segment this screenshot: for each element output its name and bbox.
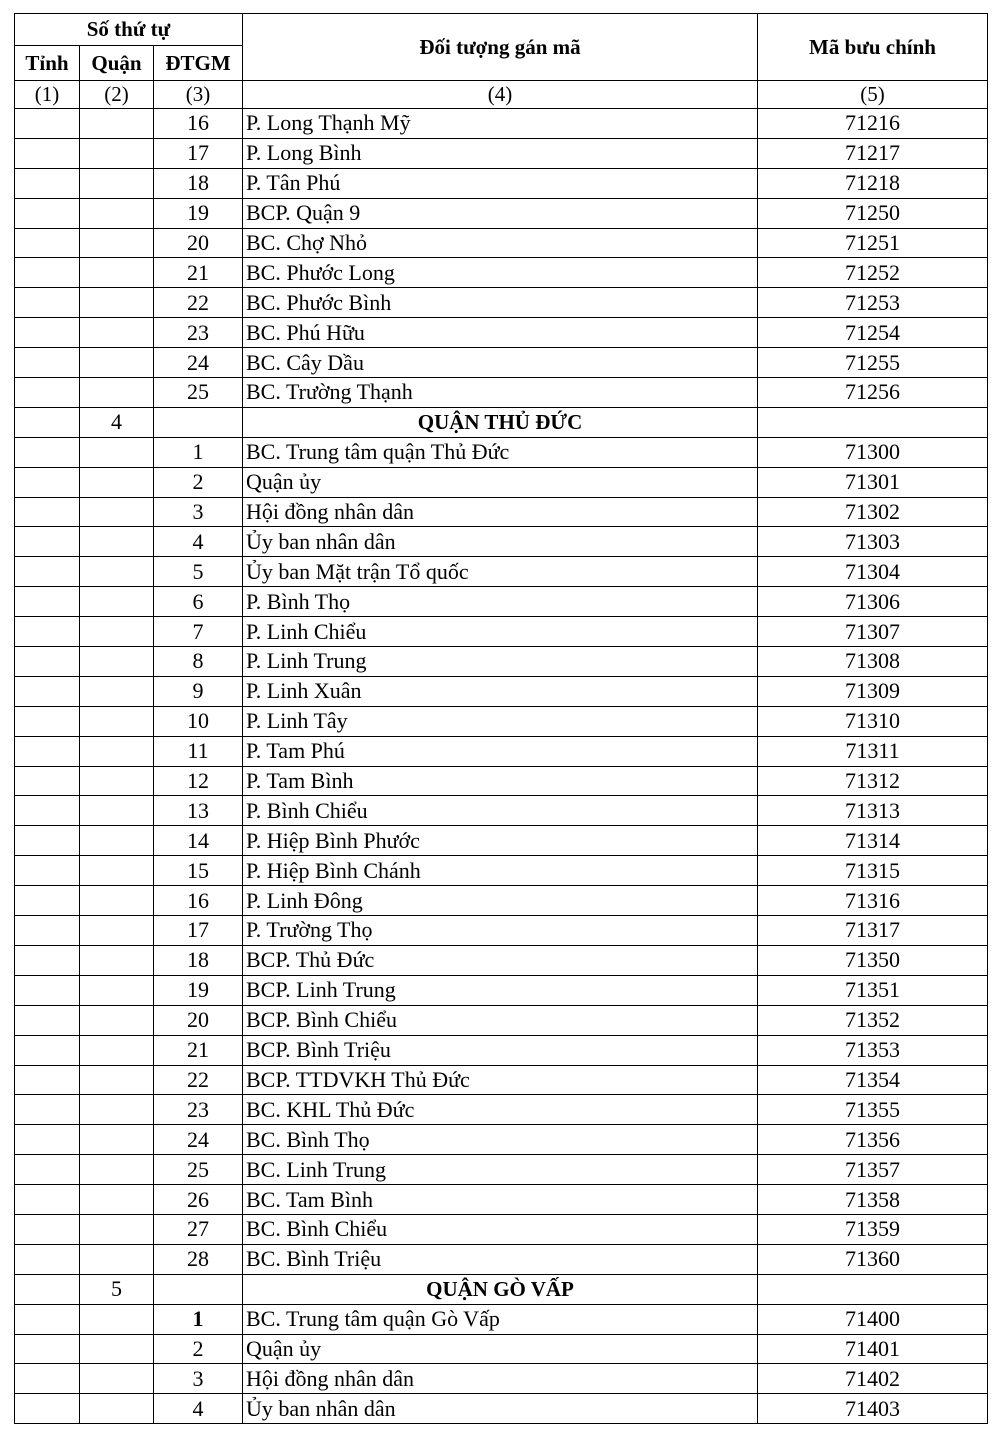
object-name-cell: BCP. Bình Chiểu bbox=[243, 1005, 758, 1035]
table-row bbox=[15, 467, 988, 497]
object-name-cell: BC. Cây Dầu bbox=[243, 348, 758, 378]
dtgm-number-cell: 5 bbox=[154, 557, 243, 587]
column-number-1: (1) bbox=[15, 81, 80, 109]
district-cell bbox=[80, 856, 154, 886]
province-cell bbox=[15, 407, 80, 437]
object-name-cell: BC. Tam Bình bbox=[243, 1185, 758, 1215]
province-cell bbox=[15, 1214, 80, 1244]
dtgm-number-cell: 23 bbox=[154, 318, 243, 348]
table-row bbox=[15, 886, 988, 916]
table-row bbox=[15, 617, 988, 647]
province-cell bbox=[15, 138, 80, 168]
dtgm-number-cell: 12 bbox=[154, 766, 243, 796]
table-row bbox=[15, 138, 988, 168]
object-name-cell: BCP. Quận 9 bbox=[243, 198, 758, 228]
table-row bbox=[15, 916, 988, 946]
object-name-cell: BCP. TTDVKH Thủ Đức bbox=[243, 1065, 758, 1095]
district-cell bbox=[80, 975, 154, 1005]
district-cell bbox=[80, 168, 154, 198]
province-cell bbox=[15, 617, 80, 647]
dtgm-number-cell: 19 bbox=[154, 975, 243, 1005]
object-name-cell: P. Trường Thọ bbox=[243, 916, 758, 946]
postal-code-cell: 71316 bbox=[758, 886, 988, 916]
province-cell bbox=[15, 1244, 80, 1274]
table-row bbox=[15, 378, 988, 408]
object-name-cell: BC. KHL Thủ Đức bbox=[243, 1095, 758, 1125]
postal-code-cell: 71216 bbox=[758, 109, 988, 139]
table-row bbox=[15, 736, 988, 766]
province-cell bbox=[15, 1095, 80, 1125]
table-row bbox=[15, 1244, 988, 1274]
object-name-cell: P. Linh Tây bbox=[243, 706, 758, 736]
dtgm-number-cell: 25 bbox=[154, 378, 243, 408]
postal-code-cell: 71306 bbox=[758, 587, 988, 617]
postal-code-cell bbox=[758, 1274, 988, 1304]
dtgm-number-cell: 17 bbox=[154, 138, 243, 168]
object-name-cell: Quận ủy bbox=[243, 467, 758, 497]
table-row bbox=[15, 1005, 988, 1035]
dtgm-cell bbox=[154, 1274, 243, 1304]
table-row bbox=[15, 288, 988, 318]
dtgm-number-cell: 4 bbox=[154, 1394, 243, 1424]
object-name-cell: BC. Chợ Nhỏ bbox=[243, 228, 758, 258]
postal-code-cell: 71312 bbox=[758, 766, 988, 796]
dtgm-number-cell: 22 bbox=[154, 1065, 243, 1095]
district-cell bbox=[80, 826, 154, 856]
district-cell bbox=[80, 378, 154, 408]
object-name-cell: BC. Trung tâm quận Thủ Đức bbox=[243, 437, 758, 467]
province-cell bbox=[15, 826, 80, 856]
postal-code-column-header: Mã bưu chính bbox=[758, 14, 988, 81]
province-cell bbox=[15, 647, 80, 677]
district-cell bbox=[80, 138, 154, 168]
table-row bbox=[15, 258, 988, 288]
dtgm-number-cell: 24 bbox=[154, 1125, 243, 1155]
object-name-cell: BCP. Linh Trung bbox=[243, 975, 758, 1005]
table-row bbox=[15, 706, 988, 736]
province-cell bbox=[15, 109, 80, 139]
object-name-cell: P. Long Bình bbox=[243, 138, 758, 168]
object-name-cell: BC. Bình Triệu bbox=[243, 1244, 758, 1274]
province-cell bbox=[15, 168, 80, 198]
dtgm-number-cell: 14 bbox=[154, 826, 243, 856]
table-row bbox=[15, 676, 988, 706]
dtgm-number-cell: 1 bbox=[154, 437, 243, 467]
district-column-header: Quận bbox=[80, 46, 154, 81]
table-row bbox=[15, 437, 988, 467]
postal-code-cell: 71308 bbox=[758, 647, 988, 677]
district-cell bbox=[80, 736, 154, 766]
table-row bbox=[15, 198, 988, 228]
province-cell bbox=[15, 945, 80, 975]
postal-code-cell: 71302 bbox=[758, 497, 988, 527]
postal-code-cell: 71217 bbox=[758, 138, 988, 168]
object-name-cell: BC. Phước Bình bbox=[243, 288, 758, 318]
object-name-cell: BC. Trung tâm quận Gò Vấp bbox=[243, 1304, 758, 1334]
district-number-cell: 5 bbox=[80, 1274, 154, 1304]
dtgm-number-cell: 11 bbox=[154, 736, 243, 766]
postal-code-cell: 71400 bbox=[758, 1304, 988, 1334]
province-cell bbox=[15, 1035, 80, 1065]
province-cell bbox=[15, 1274, 80, 1304]
district-cell bbox=[80, 348, 154, 378]
province-cell bbox=[15, 856, 80, 886]
district-cell bbox=[80, 1095, 154, 1125]
district-cell bbox=[80, 1065, 154, 1095]
table-row bbox=[15, 766, 988, 796]
district-cell bbox=[80, 617, 154, 647]
postal-code-cell: 71350 bbox=[758, 945, 988, 975]
postal-code-cell: 71304 bbox=[758, 557, 988, 587]
dtgm-number-cell: 16 bbox=[154, 886, 243, 916]
district-cell bbox=[80, 258, 154, 288]
province-cell bbox=[15, 348, 80, 378]
province-cell bbox=[15, 318, 80, 348]
district-cell bbox=[80, 527, 154, 557]
table-row bbox=[15, 1394, 988, 1424]
table-row bbox=[15, 228, 988, 258]
table-row bbox=[15, 1065, 988, 1095]
postal-code-cell: 71252 bbox=[758, 258, 988, 288]
dtgm-number-cell: 23 bbox=[154, 1095, 243, 1125]
province-cell bbox=[15, 228, 80, 258]
postal-code-cell: 71357 bbox=[758, 1155, 988, 1185]
district-cell bbox=[80, 318, 154, 348]
postal-code-cell: 71300 bbox=[758, 437, 988, 467]
postal-code-cell: 71359 bbox=[758, 1214, 988, 1244]
district-cell bbox=[80, 945, 154, 975]
table-row bbox=[15, 109, 988, 139]
dtgm-number-cell: 6 bbox=[154, 587, 243, 617]
province-cell bbox=[15, 1155, 80, 1185]
dtgm-number-cell: 17 bbox=[154, 916, 243, 946]
postal-code-cell bbox=[758, 407, 988, 437]
district-cell bbox=[80, 557, 154, 587]
table-row bbox=[15, 856, 988, 886]
dtgm-number-cell: 15 bbox=[154, 856, 243, 886]
province-cell bbox=[15, 587, 80, 617]
postal-code-cell: 71255 bbox=[758, 348, 988, 378]
table-row bbox=[15, 1334, 988, 1364]
object-name-cell: BC. Phước Long bbox=[243, 258, 758, 288]
object-name-cell: P. Tam Bình bbox=[243, 766, 758, 796]
province-cell bbox=[15, 766, 80, 796]
district-cell bbox=[80, 647, 154, 677]
district-cell bbox=[80, 886, 154, 916]
province-column-header: Tỉnh bbox=[15, 46, 80, 81]
province-cell bbox=[15, 916, 80, 946]
object-name-cell: P. Tân Phú bbox=[243, 168, 758, 198]
table-row bbox=[15, 1185, 988, 1215]
postal-code-cell: 71307 bbox=[758, 617, 988, 647]
object-name-cell: BCP. Bình Triệu bbox=[243, 1035, 758, 1065]
dtgm-number-cell: 1 bbox=[154, 1304, 243, 1334]
postal-code-cell: 71313 bbox=[758, 796, 988, 826]
district-cell bbox=[80, 1214, 154, 1244]
postal-code-cell: 71315 bbox=[758, 856, 988, 886]
table-row bbox=[15, 1214, 988, 1244]
province-cell bbox=[15, 1364, 80, 1394]
district-cell bbox=[80, 228, 154, 258]
province-cell bbox=[15, 437, 80, 467]
postal-code-cell: 71360 bbox=[758, 1244, 988, 1274]
province-cell bbox=[15, 288, 80, 318]
object-name-cell: BC. Phú Hữu bbox=[243, 318, 758, 348]
column-number-4: (4) bbox=[243, 81, 758, 109]
district-cell bbox=[80, 1364, 154, 1394]
postal-code-cell: 71402 bbox=[758, 1364, 988, 1394]
postal-code-cell: 71401 bbox=[758, 1334, 988, 1364]
district-cell bbox=[80, 437, 154, 467]
dtgm-number-cell: 10 bbox=[154, 706, 243, 736]
table-row bbox=[15, 826, 988, 856]
object-name-cell: Ủy ban nhân dân bbox=[243, 527, 758, 557]
dtgm-number-cell: 28 bbox=[154, 1244, 243, 1274]
province-cell bbox=[15, 557, 80, 587]
postal-code-cell: 71358 bbox=[758, 1185, 988, 1215]
postal-code-table bbox=[14, 13, 988, 1424]
postal-code-cell: 71254 bbox=[758, 318, 988, 348]
province-cell bbox=[15, 378, 80, 408]
district-cell bbox=[80, 467, 154, 497]
province-cell bbox=[15, 497, 80, 527]
postal-code-cell: 71311 bbox=[758, 736, 988, 766]
dtgm-number-cell: 18 bbox=[154, 945, 243, 975]
province-cell bbox=[15, 975, 80, 1005]
object-name-cell: Quận ủy bbox=[243, 1334, 758, 1364]
district-cell bbox=[80, 1244, 154, 1274]
object-name-cell: P. Bình Chiểu bbox=[243, 796, 758, 826]
dtgm-number-cell: 21 bbox=[154, 258, 243, 288]
table-row bbox=[15, 796, 988, 826]
object-name-cell: Hội đồng nhân dân bbox=[243, 497, 758, 527]
province-cell bbox=[15, 1334, 80, 1364]
object-name-cell: BCP. Thủ Đức bbox=[243, 945, 758, 975]
district-header-row bbox=[15, 407, 988, 437]
table-row bbox=[15, 168, 988, 198]
postal-code-cell: 71251 bbox=[758, 228, 988, 258]
district-cell bbox=[80, 587, 154, 617]
object-name-cell: BC. Bình Chiểu bbox=[243, 1214, 758, 1244]
object-name-cell: P. Long Thạnh Mỹ bbox=[243, 109, 758, 139]
order-group-header: Số thứ tự bbox=[15, 14, 243, 46]
district-cell bbox=[80, 916, 154, 946]
province-cell bbox=[15, 1394, 80, 1424]
dtgm-number-cell: 2 bbox=[154, 1334, 243, 1364]
object-name-cell: Hội đồng nhân dân bbox=[243, 1364, 758, 1394]
district-cell bbox=[80, 198, 154, 228]
dtgm-number-cell: 19 bbox=[154, 198, 243, 228]
province-cell bbox=[15, 1065, 80, 1095]
object-name-cell: BC. Bình Thọ bbox=[243, 1125, 758, 1155]
object-column-header: Đối tượng gán mã bbox=[243, 14, 758, 81]
district-cell bbox=[80, 676, 154, 706]
column-number-3: (3) bbox=[154, 81, 243, 109]
dtgm-number-cell: 18 bbox=[154, 168, 243, 198]
dtgm-number-cell: 20 bbox=[154, 1005, 243, 1035]
postal-code-cell: 71403 bbox=[758, 1394, 988, 1424]
postal-code-cell: 71355 bbox=[758, 1095, 988, 1125]
object-name-cell: BC. Trường Thạnh bbox=[243, 378, 758, 408]
province-cell bbox=[15, 736, 80, 766]
district-name-cell: QUẬN GÒ VẤP bbox=[243, 1274, 758, 1304]
object-name-cell: P. Hiệp Bình Chánh bbox=[243, 856, 758, 886]
province-cell bbox=[15, 1185, 80, 1215]
postal-code-cell: 71310 bbox=[758, 706, 988, 736]
dtgm-number-cell: 2 bbox=[154, 467, 243, 497]
table-row bbox=[15, 1364, 988, 1394]
district-cell bbox=[80, 288, 154, 318]
province-cell bbox=[15, 706, 80, 736]
postal-code-cell: 71314 bbox=[758, 826, 988, 856]
district-cell bbox=[80, 1334, 154, 1364]
table-row bbox=[15, 647, 988, 677]
postal-code-cell: 71353 bbox=[758, 1035, 988, 1065]
table-row bbox=[15, 1125, 988, 1155]
table-row bbox=[15, 527, 988, 557]
postal-code-cell: 71256 bbox=[758, 378, 988, 408]
dtgm-number-cell: 3 bbox=[154, 1364, 243, 1394]
table-body bbox=[15, 109, 988, 1424]
district-cell bbox=[80, 1035, 154, 1065]
district-cell bbox=[80, 766, 154, 796]
district-cell bbox=[80, 497, 154, 527]
table-row bbox=[15, 587, 988, 617]
province-cell bbox=[15, 1125, 80, 1155]
postal-code-cell: 71356 bbox=[758, 1125, 988, 1155]
district-cell bbox=[80, 1185, 154, 1215]
province-cell bbox=[15, 258, 80, 288]
dtgm-number-cell: 21 bbox=[154, 1035, 243, 1065]
object-name-cell: P. Linh Trung bbox=[243, 647, 758, 677]
table-row bbox=[15, 975, 988, 1005]
province-cell bbox=[15, 198, 80, 228]
table-row bbox=[15, 348, 988, 378]
column-number-5: (5) bbox=[758, 81, 988, 109]
table-row bbox=[15, 1304, 988, 1334]
dtgm-number-cell: 26 bbox=[154, 1185, 243, 1215]
table-row bbox=[15, 1155, 988, 1185]
postal-code-cell: 71352 bbox=[758, 1005, 988, 1035]
postal-code-cell: 71250 bbox=[758, 198, 988, 228]
district-cell bbox=[80, 1394, 154, 1424]
header-row-1 bbox=[15, 14, 988, 46]
province-cell bbox=[15, 886, 80, 916]
postal-code-cell: 71218 bbox=[758, 168, 988, 198]
province-cell bbox=[15, 1005, 80, 1035]
dtgm-number-cell: 7 bbox=[154, 617, 243, 647]
district-number-cell: 4 bbox=[80, 407, 154, 437]
postal-code-cell: 71351 bbox=[758, 975, 988, 1005]
object-name-cell: P. Linh Chiểu bbox=[243, 617, 758, 647]
province-cell bbox=[15, 467, 80, 497]
district-cell bbox=[80, 1005, 154, 1035]
province-cell bbox=[15, 676, 80, 706]
district-cell bbox=[80, 109, 154, 139]
district-header-row bbox=[15, 1274, 988, 1304]
dtgm-number-cell: 8 bbox=[154, 647, 243, 677]
province-cell bbox=[15, 527, 80, 557]
district-name-cell: QUẬN THỦ ĐỨC bbox=[243, 407, 758, 437]
postal-code-cell: 71354 bbox=[758, 1065, 988, 1095]
dtgm-number-cell: 13 bbox=[154, 796, 243, 826]
postal-code-cell: 71303 bbox=[758, 527, 988, 557]
dtgm-number-cell: 27 bbox=[154, 1214, 243, 1244]
postal-code-cell: 71309 bbox=[758, 676, 988, 706]
dtgm-number-cell: 3 bbox=[154, 497, 243, 527]
province-cell bbox=[15, 1304, 80, 1334]
object-name-cell: P. Linh Đông bbox=[243, 886, 758, 916]
table-row bbox=[15, 318, 988, 348]
postal-code-cell: 71301 bbox=[758, 467, 988, 497]
dtgm-column-header: ĐTGM bbox=[154, 46, 243, 81]
dtgm-cell bbox=[154, 407, 243, 437]
district-cell bbox=[80, 796, 154, 826]
dtgm-number-cell: 4 bbox=[154, 527, 243, 557]
province-cell bbox=[15, 796, 80, 826]
dtgm-number-cell: 22 bbox=[154, 288, 243, 318]
district-cell bbox=[80, 1155, 154, 1185]
dtgm-number-cell: 9 bbox=[154, 676, 243, 706]
dtgm-number-cell: 16 bbox=[154, 109, 243, 139]
table-row bbox=[15, 497, 988, 527]
object-name-cell: BC. Linh Trung bbox=[243, 1155, 758, 1185]
object-name-cell: Ủy ban nhân dân bbox=[243, 1394, 758, 1424]
column-number-row bbox=[15, 81, 988, 109]
table-row bbox=[15, 945, 988, 975]
dtgm-number-cell: 24 bbox=[154, 348, 243, 378]
object-name-cell: Ủy ban Mặt trận Tổ quốc bbox=[243, 557, 758, 587]
dtgm-number-cell: 25 bbox=[154, 1155, 243, 1185]
object-name-cell: P. Linh Xuân bbox=[243, 676, 758, 706]
table-row bbox=[15, 1095, 988, 1125]
district-cell bbox=[80, 706, 154, 736]
table-row bbox=[15, 1035, 988, 1065]
object-name-cell: P. Tam Phú bbox=[243, 736, 758, 766]
object-name-cell: P. Hiệp Bình Phước bbox=[243, 826, 758, 856]
dtgm-number-cell: 20 bbox=[154, 228, 243, 258]
object-name-cell: P. Bình Thọ bbox=[243, 587, 758, 617]
table-row bbox=[15, 557, 988, 587]
district-cell bbox=[80, 1125, 154, 1155]
postal-code-cell: 71253 bbox=[758, 288, 988, 318]
column-number-2: (2) bbox=[80, 81, 154, 109]
district-cell bbox=[80, 1304, 154, 1334]
postal-code-cell: 71317 bbox=[758, 916, 988, 946]
